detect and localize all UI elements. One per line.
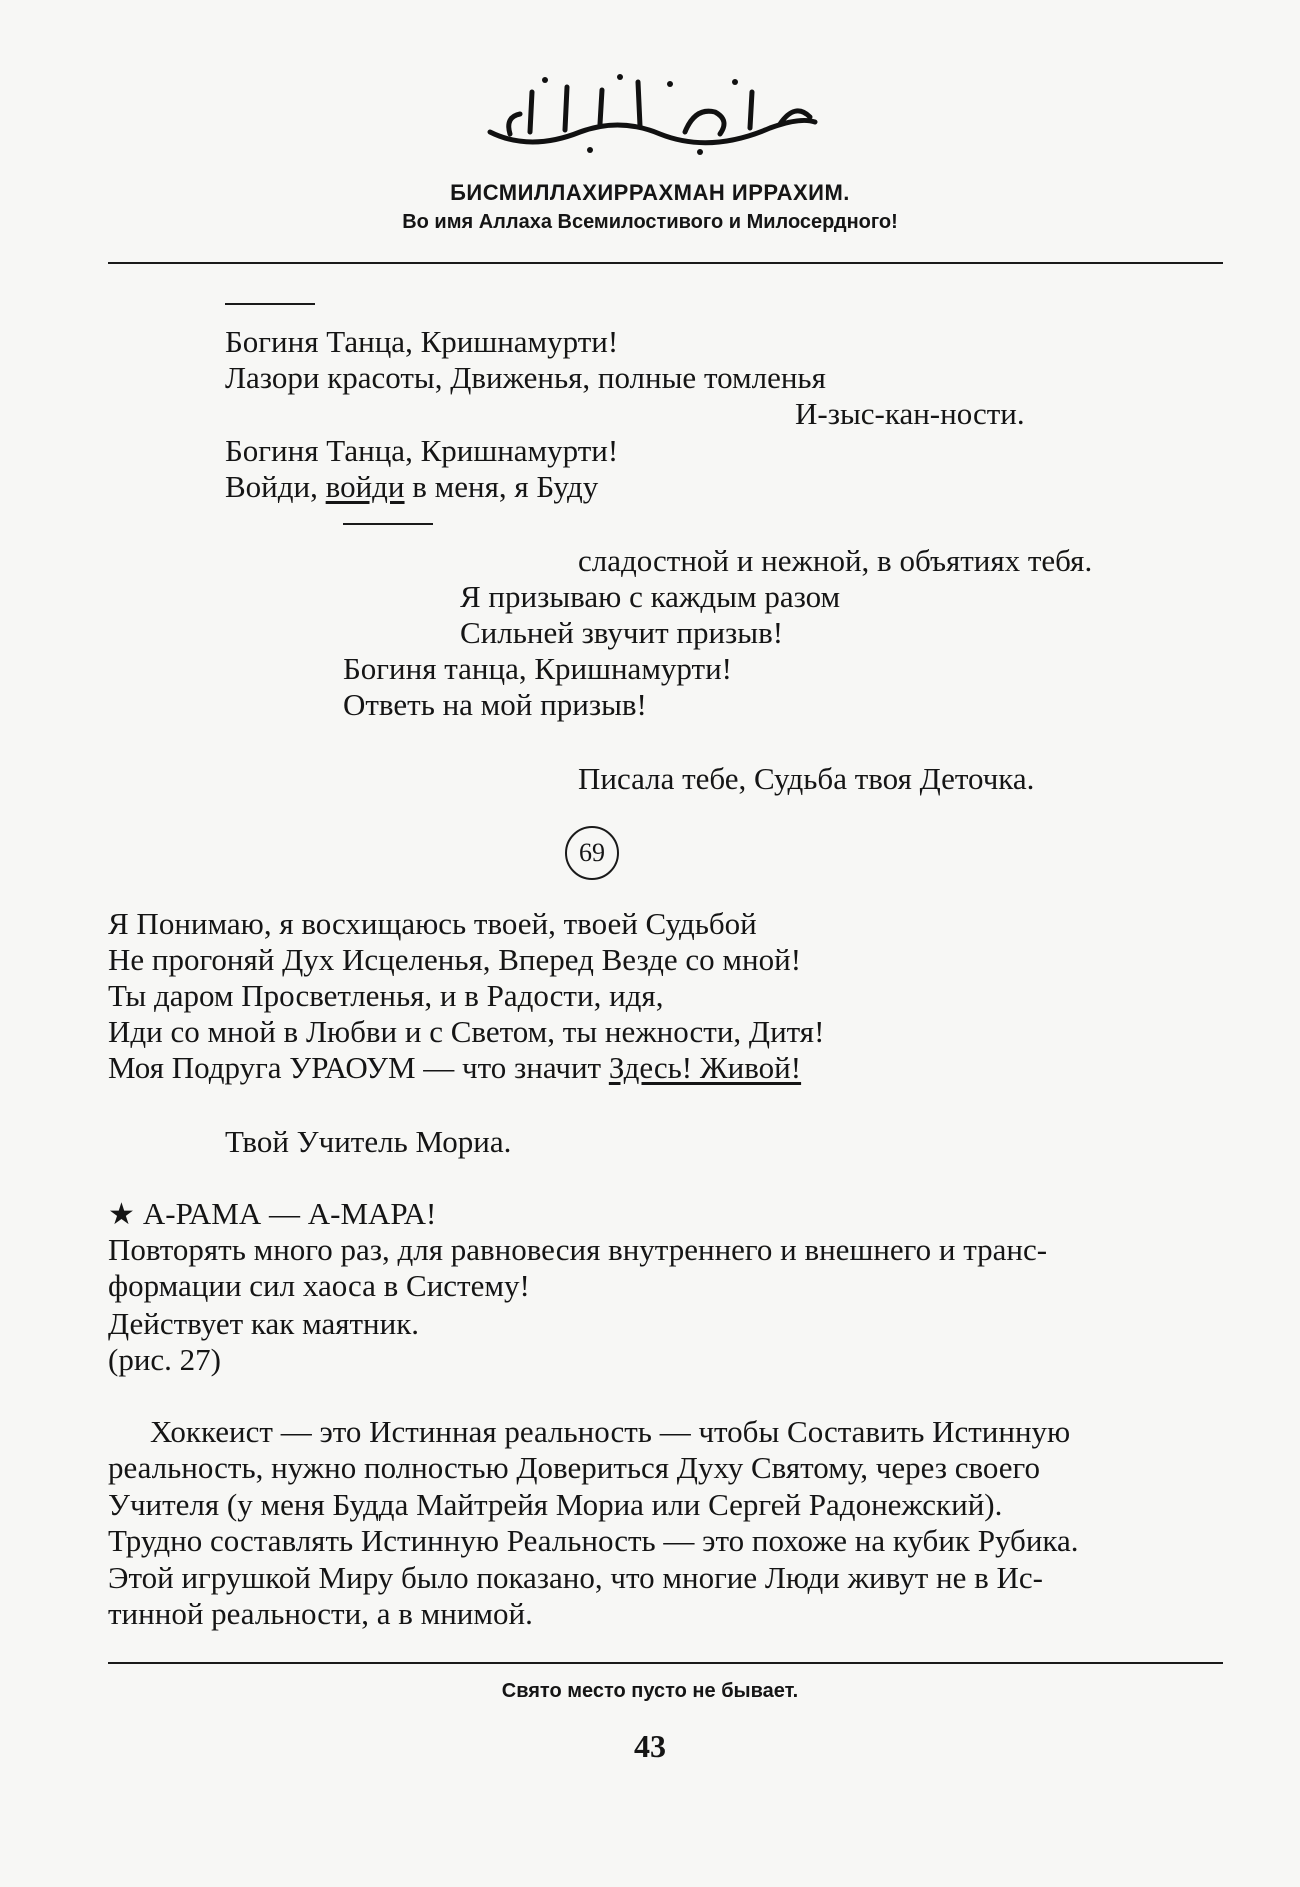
poem-line: Богиня Танца, Кришнамурти! — [225, 324, 619, 359]
paragraph-line: Трудно составлять Истинную Реальность — это похоже на кубик Рубика. — [108, 1523, 1079, 1558]
poem-short-rule — [343, 523, 433, 525]
poem-line: Ты даром Просветленья, и в Радости, идя, — [108, 978, 664, 1013]
mantra-line: Повторять много раз, для равновесия внутреннего и внешнего и транс- — [108, 1232, 1048, 1267]
paragraph-line: тинной реальности, а в мнимой. — [108, 1596, 533, 1631]
mantra-line: формации сил хаоса в Систему! — [108, 1268, 530, 1303]
poem-line: И-зыс-кан-ности. — [795, 396, 1025, 431]
page-number: 43 — [634, 1728, 666, 1764]
poem-line: сладостной и нежной, в объятиях тебя. — [578, 543, 1093, 578]
poem-line: Богиня танца, Кришнамурти! — [343, 651, 732, 686]
poem-line — [225, 469, 598, 505]
poem-line: Ответь на мой призыв! — [343, 687, 647, 722]
header-title: БИСМИЛЛАХИРРАХМАН ИРРАХИМ. — [450, 180, 850, 205]
poem-line: Сильней звучит призыв! — [460, 615, 784, 650]
paragraph-line: реальность, нужно полностью Довериться Духу Святому, через своего — [108, 1450, 1040, 1485]
poem-line-part: в меня, я Буду — [404, 469, 599, 504]
poem-line: Лазори красоты, Движенья, полные томленья — [225, 360, 826, 395]
header-subtitle: Во имя Аллаха Всемилостивого и Милосердного! — [402, 211, 898, 233]
poem-line — [108, 1050, 801, 1086]
poem-line: Не прогоняй Дух Исцеленья, Вперед Везде со мной! — [108, 942, 802, 977]
underlined-phrase: Здесь! Живой! — [608, 1050, 802, 1085]
poem-line: Богиня Танца, Кришнамурти! — [225, 433, 619, 468]
poem-signature: Писала тебе, Судьба твоя Деточка. — [578, 761, 1035, 796]
poem-line: Я призываю с каждым разом — [460, 579, 841, 614]
poem-line-part: Моя Подруга УРАОУМ — что значит — [108, 1050, 609, 1085]
header-divider — [108, 262, 1223, 264]
poem-signature: Твой Учитель Мориа. — [225, 1124, 512, 1159]
poem-short-rule — [225, 303, 315, 305]
footer-proverb: Свято место пусто не бывает. — [501, 1680, 799, 1702]
footer-divider — [108, 1662, 1223, 1664]
poem-line-part: Войди, — [225, 469, 326, 504]
paragraph-line: Этой игрушкой Миру было показано, что многие Люди живут не в Ис- — [108, 1560, 1043, 1595]
underlined-word: войди — [325, 469, 405, 504]
paragraph-line: Учителя (у меня Будда Майтрейя Мориа или Сергей Радонежский). — [108, 1487, 1003, 1522]
bismillah-calligraphy-icon — [470, 62, 830, 162]
poem-line: Я Понимаю, я восхищаюсь твоей, твоей Судьбой — [108, 906, 757, 941]
paragraph-line: Хоккеист — это Истинная реальность — чтобы Составить Истинную — [150, 1414, 1071, 1449]
figure-reference: (рис. 27) — [108, 1342, 221, 1377]
section-number-badge: 69 — [565, 826, 619, 880]
mantra-line: Действует как маятник. — [108, 1306, 420, 1341]
mantra-heading — [108, 1196, 436, 1233]
mantra-title: А-РАМА — А-МАРА! — [142, 1196, 437, 1231]
poem-line: Иди со мной в Любви и с Светом, ты нежности, Дитя! — [108, 1014, 825, 1049]
star-icon: ★ — [108, 1198, 135, 1231]
